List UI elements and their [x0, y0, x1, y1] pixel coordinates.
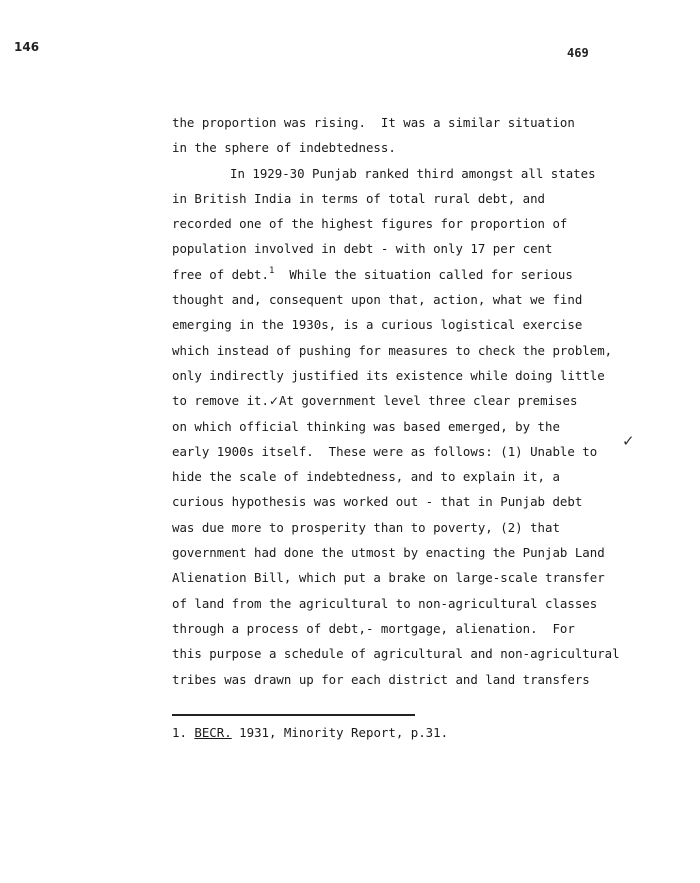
text-line: this purpose a schedule of agricultural and non-agricultural [172, 646, 620, 662]
text-fragment: At government level three clear premises [279, 393, 578, 409]
text-line: tribes was drawn up for each district and land transfers [172, 671, 590, 687]
text-line: the proportion was rising. It was a similar situation [172, 115, 575, 130]
text-line: on which official thinking was based emerged, by the [172, 418, 560, 434]
text-line: early 1900s itself. These were as follows: (1) Unable to [172, 443, 598, 459]
body-text [172, 110, 672, 692]
text-line: through a process of debt,- mortgage, alienation. For [172, 620, 575, 636]
text-line: curious hypothesis was worked out - that in Punjab debt [172, 494, 583, 510]
footnote-divider [172, 714, 415, 716]
text-line [172, 388, 672, 413]
text-line: Alienation Bill, which put a brake on large-scale transfer [172, 570, 605, 586]
footnote-source: BECR. [194, 725, 232, 740]
text-line: only indirectly justified its existence while doing little [172, 367, 605, 383]
text-fragment: to remove it. [172, 393, 269, 409]
text-line: government had done the utmost by enacting the Punjab Land [172, 545, 605, 561]
text-line [172, 262, 672, 287]
text-line: which instead of pushing for measures to check the problem, [172, 342, 613, 358]
page-number-left: 146 [14, 40, 40, 54]
text-fragment: free of debt. [172, 266, 269, 282]
text-line: thought and, consequent upon that, action, what we find [172, 292, 583, 308]
page-number-right: 469 [567, 46, 589, 60]
text-line: recorded one of the highest figures for proportion of [172, 216, 568, 232]
text-line: was due more to prosperity than to poverty, (2) that [172, 519, 560, 535]
text-line: In 1929-30 Punjab ranked third amongst all states [230, 165, 596, 181]
footnote-number: 1. [172, 725, 187, 740]
footnote [172, 724, 448, 742]
text-line: population involved in debt - with only 17 per cent [172, 241, 553, 257]
footnote-marker: 1 [268, 265, 275, 276]
text-line: emerging in the 1930s, is a curious logistical exercise [172, 317, 583, 333]
text-line: of land from the agricultural to non-agricultural classes [172, 595, 598, 611]
check-mark-icon: ✓ [268, 394, 280, 409]
text-line: hide the scale of indebtedness, and to explain it, a [172, 469, 560, 485]
text-line: in the sphere of indebtedness. [172, 140, 396, 156]
footnote-text: 1931, Minority Report, p.31. [231, 725, 449, 740]
margin-check-mark-icon: ✓ [622, 432, 635, 450]
text-line: in British India in terms of total rural debt, and [172, 190, 545, 206]
text-fragment: While the situation called for serious [274, 266, 573, 282]
